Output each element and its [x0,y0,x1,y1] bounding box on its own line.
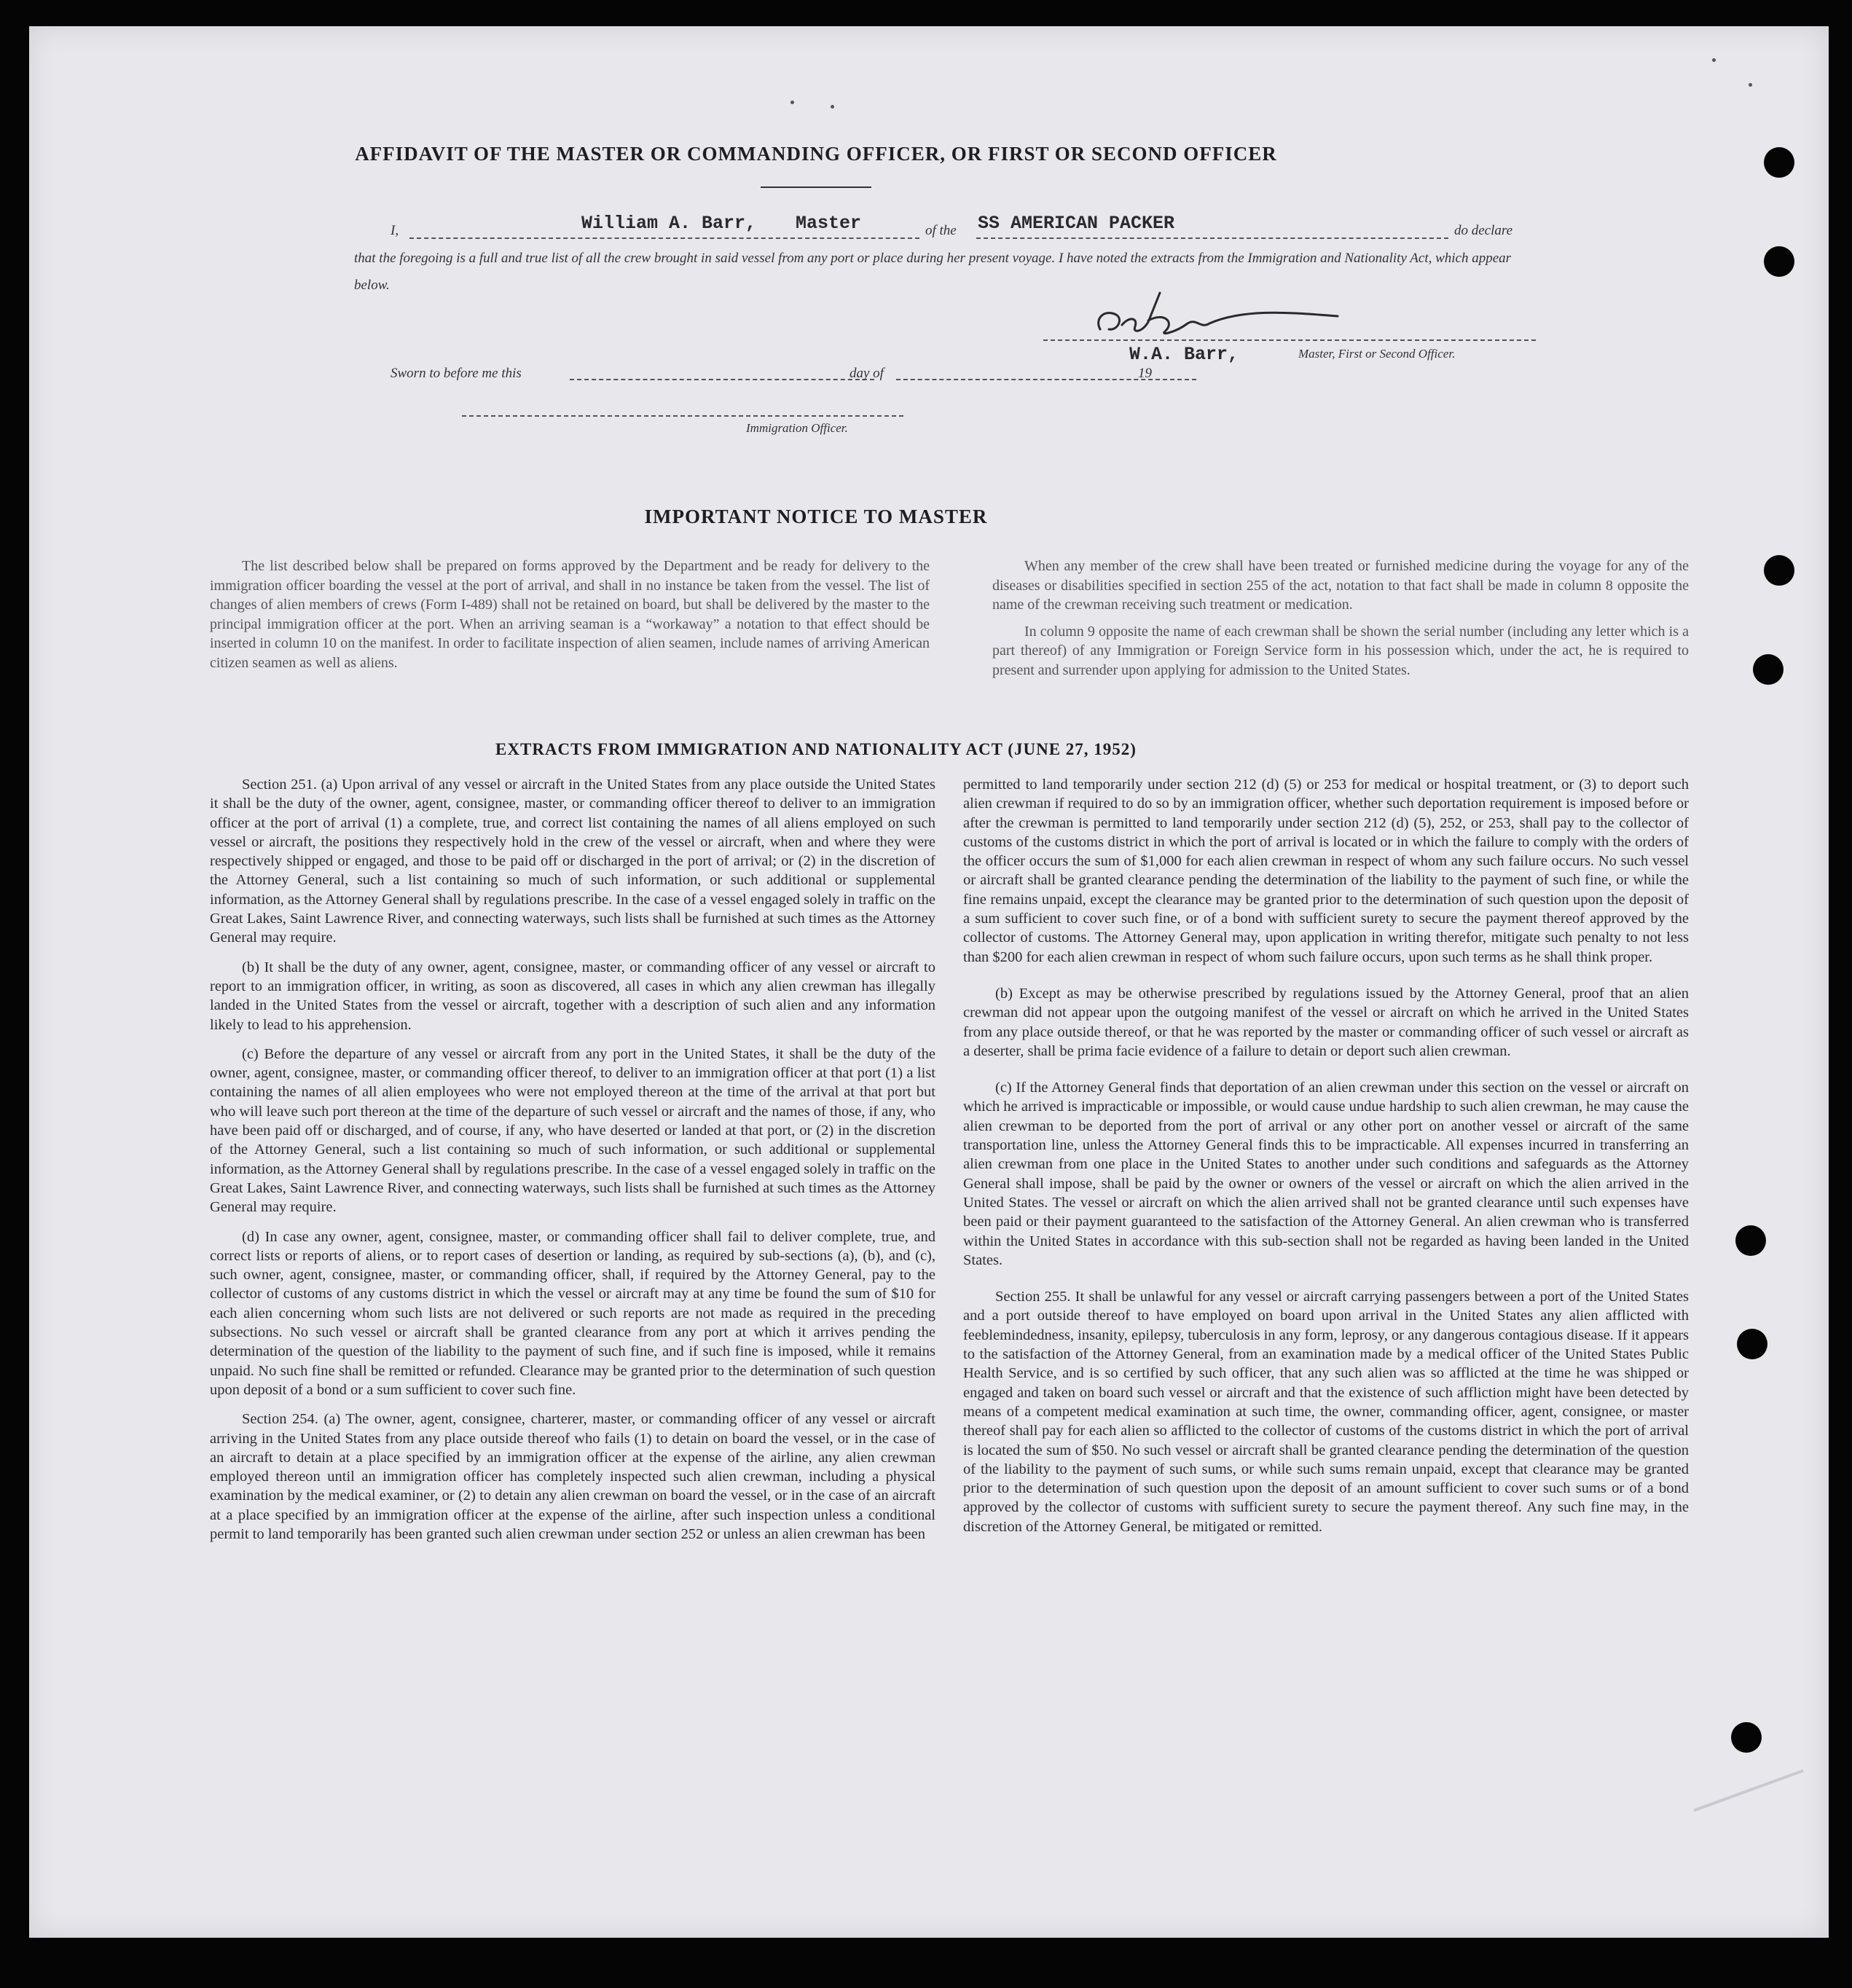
extracts-left-column [210,775,935,1554]
do-declare-label: do declare [1454,223,1513,238]
officer-line [462,415,903,417]
punch-hole [1753,654,1784,685]
signature-typed-name: W.A. Barr, [1129,344,1239,365]
officer-caption: Immigration Officer. [746,421,848,435]
day-of-label: day of [850,366,884,381]
punch-hole [1764,555,1794,586]
punch-hole [1737,1329,1767,1359]
punch-hole [1764,246,1794,277]
punch-hole [1731,1722,1762,1753]
notice-paragraph: The list described below shall be prepared on forms approved by the Department and be ready for delivery to the immigration officer boarding the vessel at the port of arrival, and shall in no instance be taken from the vessel. The list of changes of alien members of crews (Form I-489) shall not be retained on board, but shall be delivered by the master to the principal immigration officer at the port. When an arriving seaman is a “workaway” a notation to that effect should be inserted in column 10 on the manifest. In order to facilitate inspection of alien seamen, include names of arriving American citizen seamen as well as aliens. [210,558,930,671]
name-line [409,237,919,239]
paper-speck [1712,58,1716,62]
paper-speck [831,105,834,109]
master-name: William A. Barr, [581,213,757,234]
notice-paragraph: When any member of the crew shall have been treated or furnished medicine during the voyage for any of the diseases or disabilities specified in section 255 of the act, notation to that fact shall be made in column 8 opposite the name of the crewman receiving such treatment or medication. [992,558,1689,613]
sworn-month-line [896,379,1160,380]
vessel-line [976,237,1448,239]
master-role: Master [796,213,862,234]
vessel-name: SS AMERICAN PACKER [978,213,1175,234]
sworn-label: Sworn to before me this [391,366,522,381]
extracts-title: EXTRACTS FROM IMMIGRATION AND NATIONALITY ACT (JUNE 27, 1952) [495,740,1137,758]
extract-paragraph: permitted to land temporarily under section 212 (d) (5) or 253 for medical or hospital treatment, or (3) to deport such alien crewman if required to do so by an immigration officer, whether such deportation requirement is imposed before or after the crewman is permitted to land temporarily under section 212 (d) (5), 252, or 253, shall pay to the collector of customs of the customs district in which the port of arrival is located or in which the failure to comply with the orders of the officer occurs the sum of $1,000 for each alien crewman in respect of whom any such failure occurs. No such vessel or aircraft shall be granted clearance pending the determination of the liability to the payment of such fine, or while the fine remains unpaid, except the clearance may be granted prior to the determination of such question upon the deposit of a sum sufficient to cover such fine, or of a bond with sufficient surety to secure the payment thereof approved by the collector of customs. The Attorney General may, upon application in writing therefor, mitigate such penalty to not less than $200 for each alien crewman in respect of whom such failure occurs, upon such terms as he shall think proper. [963,777,1689,965]
extract-paragraph: Section 254. (a) The owner, agent, consignee, charterer, master, or commanding officer of any vessel or aircraft arriving in the United States from any place outside thereof who fails (1) to detain on board the vessel, or in the case of an aircraft to detain at a place specified by an immigration officer at the expense of the airline, any alien crewman employed thereon until an immigration officer has completely inspected such alien crewman, including a physical examination by the medical examiner, or (2) to detain any alien crewman on board the vessel, or in the case of an aircraft at a place specified by an immigration officer at the expense of the airline, after such inspection unless a conditional permit to land temporarily has been granted such alien crewman under section 252 or unless an alien crewman has been [210,1411,935,1542]
extract-paragraph: Section 255. It shall be unlawful for any vessel or aircraft carrying passengers between a port of the United States and a port outside thereof to have employed on board upon arrival in the United States any alien afflicted with feeblemindedness, insanity, epilepsy, tuberculosis in any form, leprosy, or any dangerous contagious disease. If it appears to the satisfaction of the Attorney General, from an examination made by a medical officer of the United States Public Health Service, and is so certified by such officer, that any such alien was so afflicted at the time he was shipped or engaged and taken on board such vessel or aircraft and that the existence of such affliction might have been detected by means of a competent medical examination at such time, the owner, commanding officer, agent, consignee, or master thereof shall pay for each alien so afflicted to the collector of customs of the customs district in which the port of arrival is located the sum of $50. No such vessel or aircraft shall be granted clearance pending the determination of the question of the liability to the payment of such sums, or while such sums remain unpaid, except that clearance may be granted prior to the determination of such question upon the deposit of an amount sufficient to cover such sums or of a bond approved by the collector of customs with sufficient surety to secure the payment thereof. Any such fine may, in the discretion of the Attorney General, be mitigated or remitted. [963,1289,1689,1535]
signature-line [1043,339,1536,341]
notice-paragraph: In column 9 opposite the name of each crewman shall be shown the serial number (including any letter which is a part thereof) of any Immigration or Foreign Service form in his possession which, under the act, he is required to present and surrender upon applying for admission to the United States. [992,623,1689,678]
bleed-through-mark [1693,1769,1804,1812]
title-divider [761,186,871,188]
affidavit-title: AFFIDAVIT OF THE MASTER OR COMMANDING OFFICER, OR FIRST OR SECOND OFFICER [355,143,1277,165]
extract-paragraph: Section 251. (a) Upon arrival of any vessel or aircraft in the United States from any place outside the United States it shall be the duty of the owner, agent, consignee, master, or commanding officer thereof to deliver to an immigration officer at the port of arrival (1) a complete, true, and correct list containing the names of all aliens employed on such vessel or aircraft, the positions they respectively hold in the crew of the vessel or aircraft, when and where they were respectively shipped or engaged, and those to be paid off or discharged in the port of arrival; or (2) in the discretion of the Attorney General, such a list containing so much of such information, or such additional or supplemental information, as the Attorney General shall by regulations prescribe. In the case of a vessel engaged solely in traffic on the Great Lakes, Saint Lawrence River, and connecting waterways, such lists shall be furnished at such times as the Attorney General may require. [210,777,935,946]
extract-paragraph: (c) If the Attorney General finds that deportation of an alien crewman under this section on the vessel or aircraft on which he arrived is impracticable or impossible, or would cause undue hardship to such alien crewman, he may cause the alien crewman to be deported from the port of arrival or any other port on another vessel or aircraft of the same transportation line, unless the Attorney General finds this to be impracticable. All expenses incurred in transferring an alien crewman from one place in the United States to another under such conditions and safeguards as the Attorney General shall impose, shall be paid by the owner or owners of the vessel or aircraft on which the alien arrived in the United States. The vessel or aircraft on which the alien arrived shall not be granted clearance until such expenses have been paid or their payment guaranteed to the satisfaction of the Attorney General. An alien crewman who is transferred within the United States in accordance with this sub-section shall not be regarded as having been landed in the United States. [963,1080,1689,1268]
extracts-right-column [963,775,1689,1547]
extract-paragraph: (c) Before the departure of any vessel or aircraft from any port in the United States, it shall be the duty of the owner, agent, consignee, master, or commanding officer thereof, to deliver to an immigration officer at that port (1) a list containing the names of all alien employees who were not employed thereon at the time of the arrival at that port but who will leave such port thereon at the time of the departure of such vessel or aircraft and the names of those, if any, who have been paid off or discharged, and of course, if any, who have deserted or landed at that port, or (2) in the discretion of the Attorney General, such a list containing so much of such information, or such additional or supplemental information, as the Attorney General shall by regulations prescribe. In the case of a vessel engaged solely in traffic on the Great Lakes, Saint Lawrence River, and connecting waterways, such lists shall be furnished at such times as the Attorney General may require. [210,1045,936,1216]
punch-hole [1764,147,1794,178]
punch-hole [1735,1225,1766,1256]
paper-speck [1749,83,1752,87]
paper-speck [790,101,794,104]
extract-paragraph: (d) In case any owner, agent, consignee, master, or commanding officer shall fail to deliver complete, true, and correct lists or reports of aliens, or to report cases of desertion or landing, as required by sub-sections (a), (b), and (c), such owner, agent, consignee, master, or commanding officer, shall, if required by the Attorney General, pay to the collector of customs of any customs district in which the vessel or aircraft may at any time be found the sum of $10 for each alien concerning whom such lists are not delivered or such reports are not made as required in the preceding subsections. No such vessel or aircraft shall be granted clearance from any port at which it arrives pending the determination of the question of the liability to the payment of such fine, and if such fine is imposed, while it remains unpaid. No such fine shall be remitted or refunded. Clearance may be granted prior to the determination of such question upon deposit of a bond or a sum sufficient to cover such fine. [210,1228,935,1398]
signature-caption: Master, First or Second Officer. [1298,347,1456,361]
declaration-text: that the foregoing is a full and true list of all the crew brought in said vessel from any port or place during her present voyage. I have noted the extracts from the Immigration and Nationality Act, which appear below. [354,251,1512,293]
notice-right-column [992,557,1689,687]
notice-title: IMPORTANT NOTICE TO MASTER [644,506,988,527]
sworn-day-line [570,379,874,380]
document-page [29,26,1829,1938]
notice-left-column [210,557,930,680]
i-label: I, [391,223,399,238]
extract-paragraph: (b) Except as may be otherwise prescribed by regulations issued by the Attorney General, proof that an alien crewman did not appear upon the outgoing manifest of the vessel or aircraft on which he arrived in the United States from any place outside thereof, or that he was reported by the master or commanding officer of such vessel or aircraft as a deserter, shall be prima facie evidence of a failure to detain or deport such alien crewman. [963,985,1689,1059]
year-prefix: 19 [1138,366,1152,381]
of-the-label: of the [925,223,957,238]
extract-paragraph: (b) It shall be the duty of any owner, agent, consignee, master, or commanding officer of any vessel or aircraft to report to an immigration officer, in writing, as soon as discovered, all cases in which any alien crewman has illegally landed in the United States from the vessel or aircraft, together with a description of such alien and any information likely to lead to his apprehension. [210,959,935,1033]
year-line [1155,379,1196,380]
